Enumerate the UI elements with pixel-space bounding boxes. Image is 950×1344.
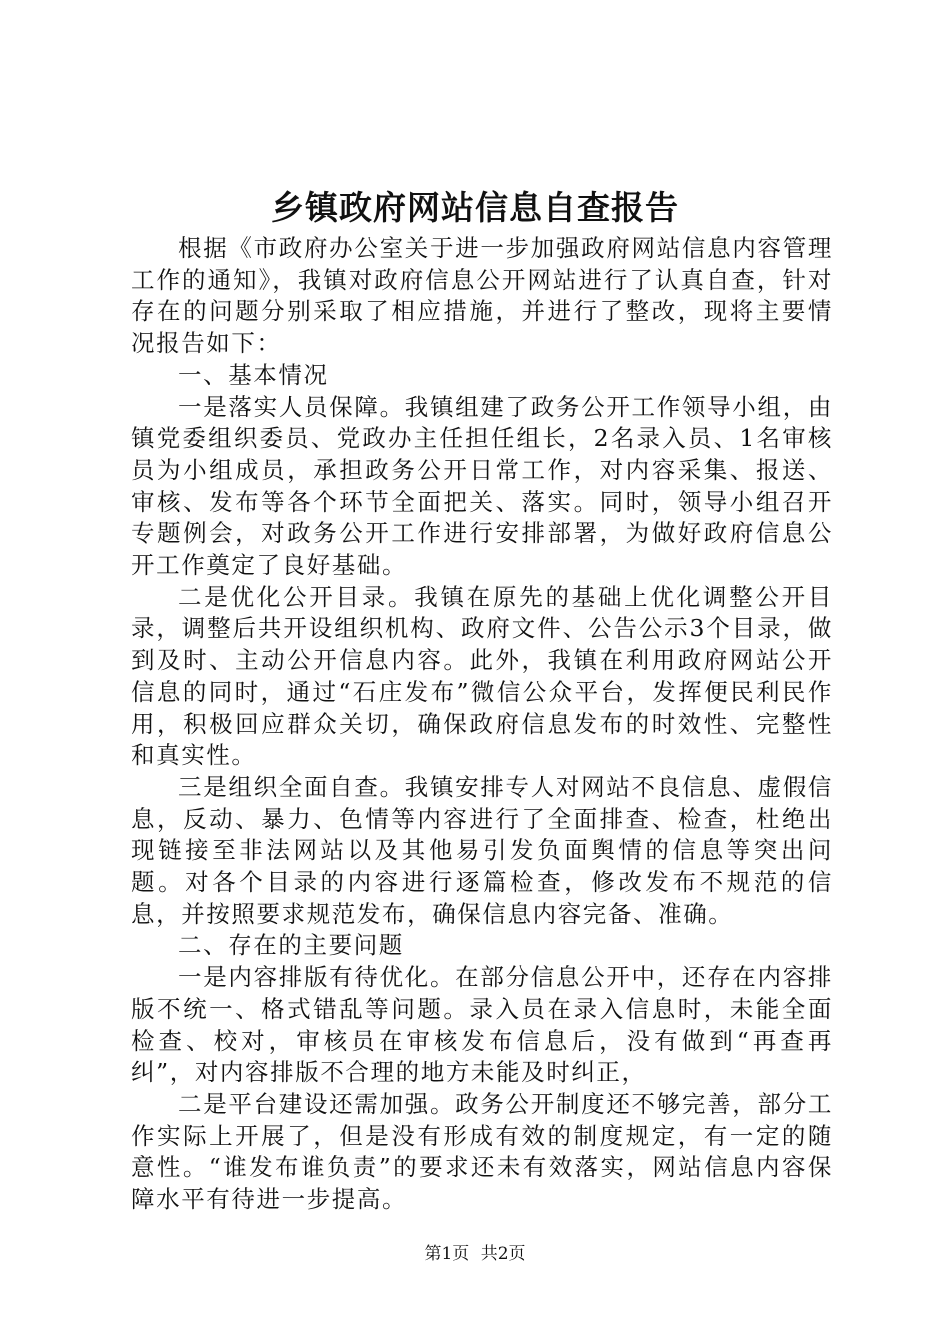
body-paragraph: 三是组织全面自查。我镇安排专人对网站不良信息、虚假信息，反动、暴力、色情等内容进行了全面排查、检查，杜绝出现链接至非法网站以及其他易引发负面舆情的信息等突出问题。对各个目录的内容进行逐篇检查，修改发布不规范的信息，并按照要求规范发布，确保信息内容完备、准确。 (131, 772, 833, 928)
page-number: 第1页 (424, 1244, 470, 1264)
document-body (131, 233, 833, 1216)
section-heading-basic: 一、基本情况 (178, 360, 329, 389)
body-paragraph: 二是平台建设还需加强。政务公开制度还不够完善，部分工作实际上开展了，但是没有形成有效的制度规定，有一定的随意性。“谁发布谁负责”的要求还未有效落实，网站信息内容保障水平有待进一步提高。 (131, 1089, 833, 1214)
page-total: 共2页 (480, 1244, 526, 1264)
body-paragraph: 二是优化公开目录。我镇在原先的基础上优化调整公开目录，调整后共开设组织机构、政府文件、公告公示3个目录，做到及时、主动公开信息内容。此外，我镇在利用政府网站公开信息的同时，通过“石庄发布”微信公众平台，发挥便民利民作用，积极回应群众关切，确保政府信息发布的时效性、完整性和真实性。 (131, 582, 833, 770)
document-title: 乡镇政府网站信息自查报告 (271, 188, 679, 227)
body-paragraph: 一是落实人员保障。我镇组建了政务公开工作领导小组，由镇党委组织委员、党政办主任担任组长，2名录入员、1名审核员为小组成员，承担政务公开日常工作，对内容采集、报送、审核、发布等各个环节全面把关、落实。同时，领导小组召开专题例会，对政务公开工作进行安排部署，为做好政府信息公开工作奠定了良好基础。 (131, 392, 833, 580)
body-paragraph: 一是内容排版有待优化。在部分信息公开中，还存在内容排版不统一、格式错乱等问题。录入员在录入信息时，未能全面检查、校对，审核员在审核发布信息后，没有做到“再查再纠”，对内容排版不合理的地方未能及时纠正， (131, 963, 833, 1087)
page-footer (0, 1242, 950, 1266)
section-heading-problems: 二、存在的主要问题 (178, 931, 404, 960)
intro-paragraph: 根据《市政府办公室关于进一步加强政府网站信息内容管理工作的通知》，我镇对政府信息公开网站进行了认真自查，针对存在的问题分别采取了相应措施，并进行了整改，现将主要情况报告如下： (131, 234, 833, 358)
